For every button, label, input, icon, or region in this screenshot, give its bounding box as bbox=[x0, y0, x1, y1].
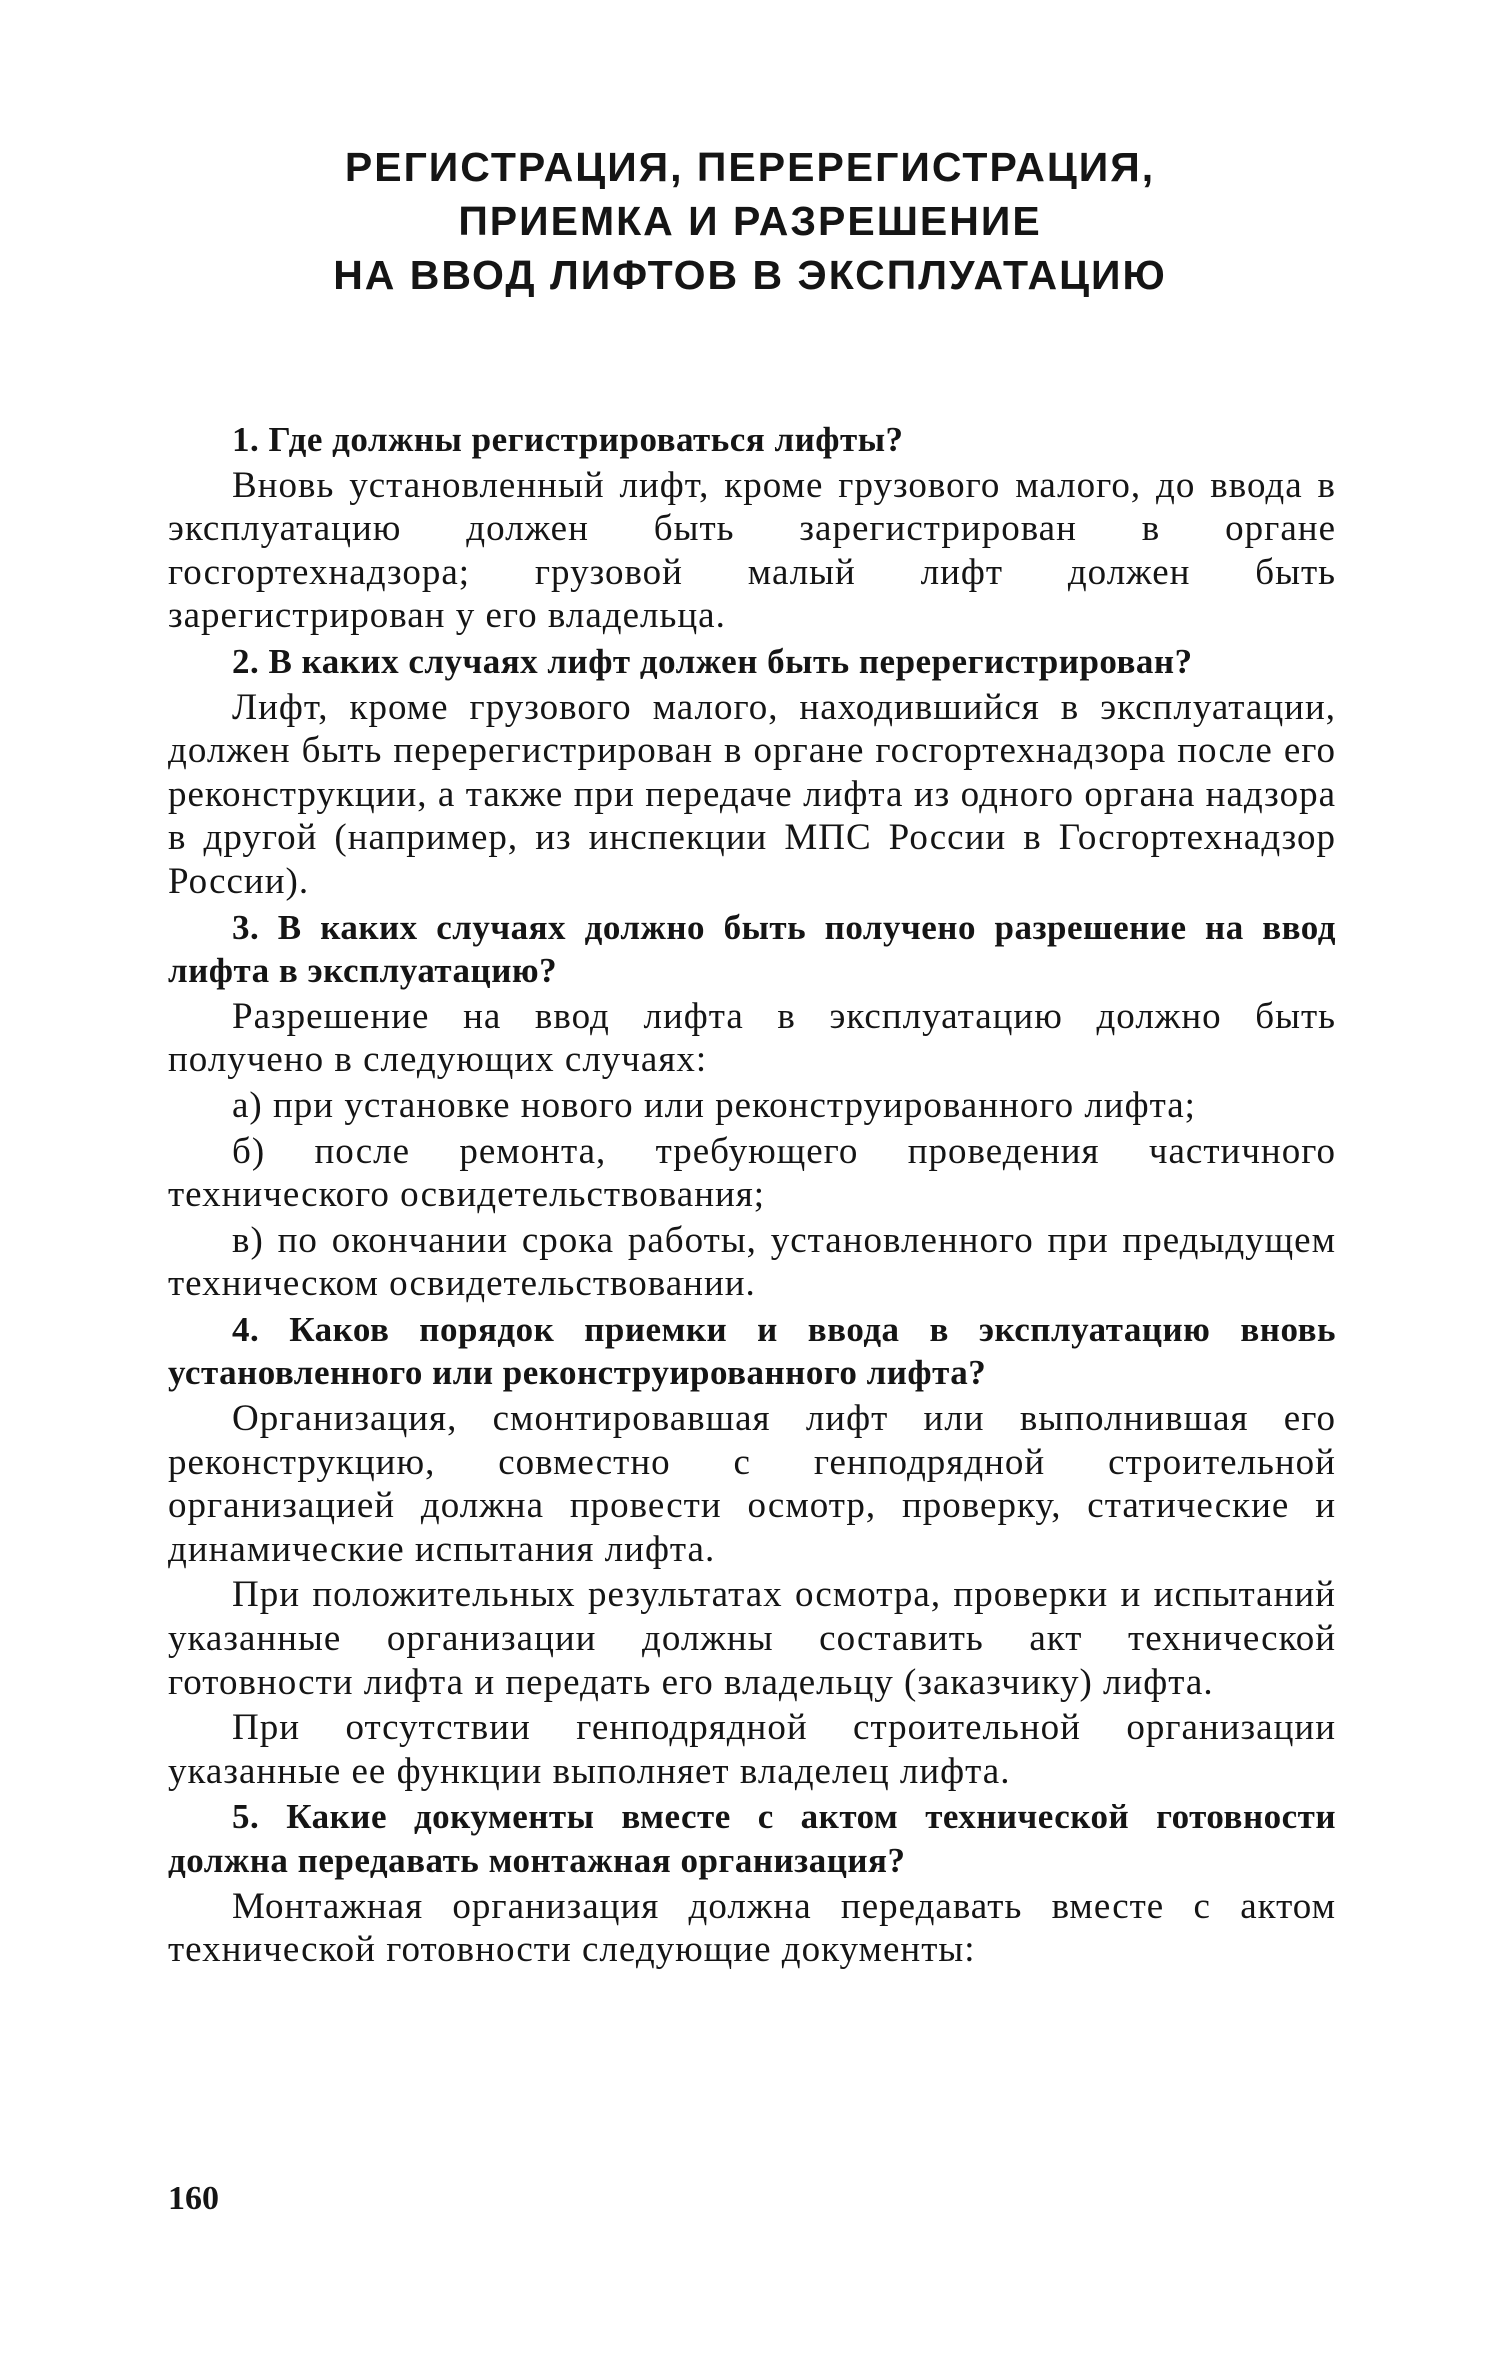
title-line-2: ПРИЕМКА И РАЗРЕШЕНИЕ bbox=[458, 198, 1042, 244]
page-number: 160 bbox=[168, 2180, 219, 2217]
question-1: 1. Где должны регистрироваться лифты? bbox=[232, 420, 904, 459]
answer-3-item-a: а) при установке нового или реконструированного лифта; bbox=[232, 1084, 1196, 1126]
answer-3-item-c: в) по окончании срока работы, установленного при предыдущем техническом освидетельствовании. bbox=[168, 1219, 1336, 1305]
page-title bbox=[0, 140, 1500, 302]
page-body bbox=[168, 418, 1336, 1974]
answer-4-paragraph-3: При отсутствии генподрядной строительной организации указанные ее функции выполняет владелец лифта. bbox=[168, 1707, 1336, 1792]
answer-4-paragraph-1: Организация, смонтировавшая лифт или выполнившая его реконструкцию, совместно с генподрядной строительной организацией должна провести осмотр, проверку, статические и динамические испытания лифта. bbox=[168, 1398, 1336, 1570]
question-3: 3. В каких случаях должно быть получено разрешение на ввод лифта в эксплуатацию? bbox=[168, 907, 1336, 991]
answer-5: Монтажная организация должна передавать вместе с актом технической готовности следующие документы: bbox=[168, 1885, 1336, 1971]
title-line-3: НА ВВОД ЛИФТОВ В ЭКСПЛУАТАЦИЮ bbox=[333, 252, 1167, 298]
question-4: 4. Каков порядок приемки и ввода в эксплуатацию вновь установленного или реконструированного лифта? bbox=[168, 1309, 1336, 1393]
answer-4-paragraph-2: При положительных результатах осмотра, проверки и испытаний указанные организации должны составить акт технической готовности лифта и передать его владельцу (заказчику) лифта. bbox=[168, 1574, 1336, 1703]
answer-1: Вновь установленный лифт, кроме грузового малого, до ввода в эксплуатацию должен быть зарегистрирован в органе госгортехнадзора; грузовой малый лифт должен быть зарегистрирован у его владельца. bbox=[168, 464, 1336, 637]
question-2: 2. В каких случаях лифт должен быть перерегистрирован? bbox=[232, 641, 1193, 681]
answer-3-intro: Разрешение на ввод лифта в эксплуатацию должно быть получено в следующих случаях: bbox=[168, 995, 1336, 1081]
answer-2: Лифт, кроме грузового малого, находившийся в эксплуатации, должен быть перерегистрирован в органе госгортехнадзора после его реконструкции, а также при передаче лифта из одного органа надзора в другой (например, из инспекции МПС России в Госгортехнадзор России). bbox=[168, 686, 1336, 902]
question-5: 5. Какие документы вместе с актом технической готовности должна передавать монтажная организация? bbox=[168, 1797, 1336, 1880]
title-line-1: РЕГИСТРАЦИЯ, ПЕРЕРЕГИСТРАЦИЯ, bbox=[344, 144, 1156, 190]
answer-3-item-b: б) после ремонта, требующего проведения частичного технического освидетельствования; bbox=[168, 1130, 1336, 1216]
